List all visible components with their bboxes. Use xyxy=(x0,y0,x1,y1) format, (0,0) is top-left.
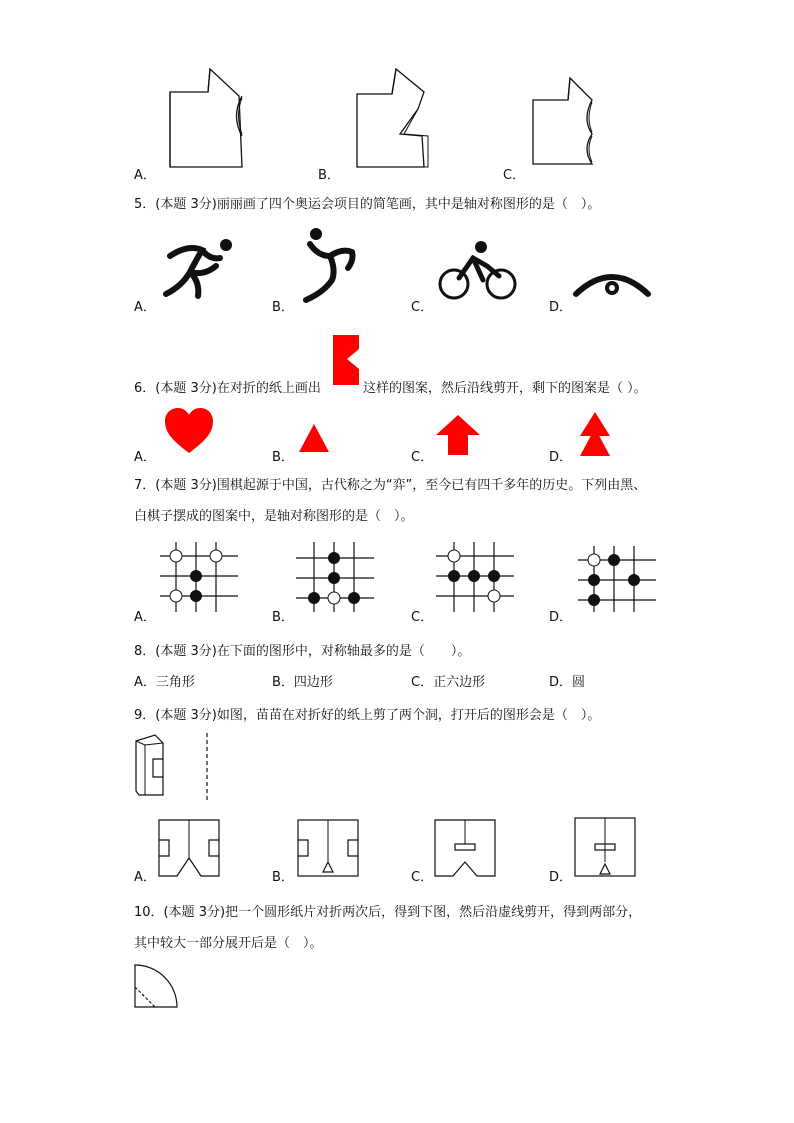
q8-option-d[interactable]: D．圆 xyxy=(549,675,586,690)
go-board-c xyxy=(436,542,514,612)
question-9-text: 9．(本题 3分)如图，苗苗在对折好的纸上剪了两个洞，打开后的图形会是（ ）。 xyxy=(134,708,601,723)
q4-option-b[interactable]: B． xyxy=(318,168,340,183)
q9-figure-c xyxy=(433,818,497,878)
heart-icon xyxy=(163,407,215,455)
q9-option-b[interactable]: B． xyxy=(272,870,294,885)
q8-option-b[interactable]: B．四边形 xyxy=(272,675,333,690)
folded-paper-figure xyxy=(133,733,169,799)
q4-option-c[interactable]: C． xyxy=(503,168,526,183)
q4-figure-a xyxy=(165,64,255,169)
quarter-circle-figure xyxy=(133,963,179,1009)
double-triangle-icon xyxy=(578,410,612,458)
q5-option-a[interactable]: A． xyxy=(134,300,156,315)
q6-option-a[interactable]: A． xyxy=(134,450,156,465)
q9-option-c[interactable]: C． xyxy=(411,870,434,885)
question-10-line-2: 其中较大一部分展开后是（ ）。 xyxy=(134,936,323,951)
q8-option-c[interactable]: C．正六边形 xyxy=(411,675,486,690)
q4-option-a[interactable]: A． xyxy=(134,168,156,183)
q5-option-c[interactable]: C． xyxy=(411,300,434,315)
q8-option-a[interactable]: A．三角形 xyxy=(134,675,195,690)
q9-figure-b xyxy=(296,818,360,878)
q7-option-c[interactable]: C． xyxy=(411,610,434,625)
q9-option-a[interactable]: A． xyxy=(134,870,156,885)
q7-option-d[interactable]: D． xyxy=(549,610,573,625)
question-6-text-before: 6．(本题 3分)在对折的纸上画出 xyxy=(134,381,321,396)
q7-option-b[interactable]: B． xyxy=(272,610,294,625)
q9-figure-a xyxy=(157,818,221,878)
q7-option-a[interactable]: A． xyxy=(134,610,156,625)
red-cut-pattern-icon xyxy=(331,333,361,387)
q6-option-b[interactable]: B． xyxy=(272,450,294,465)
q5-option-d[interactable]: D． xyxy=(549,300,573,315)
go-board-b xyxy=(296,542,374,612)
go-board-d xyxy=(578,542,656,612)
q6-option-d[interactable]: D． xyxy=(549,450,573,465)
gymnast-icon xyxy=(296,226,366,306)
q4-figure-c xyxy=(530,74,610,169)
diver-icon xyxy=(574,266,650,302)
question-7-line-2: 白棋子摆成的图案中，是轴对称图形的是（ ）。 xyxy=(134,509,414,524)
q9-figure-d xyxy=(573,816,637,878)
question-7-line-1: 7．(本题 3分)围棋起源于中国，古代称之为“弈”，至今已有四千多年的历史。下列由黑、 xyxy=(134,478,647,493)
runner-icon xyxy=(160,236,240,301)
arrow-up-icon xyxy=(434,413,482,457)
question-10-line-1: 10．(本题 3分)把一个圆形纸片对折两次后，得到下图，然后沿虚线剪开，得到两部分， xyxy=(134,905,642,920)
q9-option-d[interactable]: D． xyxy=(549,870,573,885)
triangle-icon xyxy=(297,422,331,454)
cyclist-icon xyxy=(437,240,519,302)
question-6-text-after: 这样的图案，然后沿线剪开，剩下的图案是（ ）。 xyxy=(363,381,647,396)
q5-option-b[interactable]: B． xyxy=(272,300,294,315)
question-8-text: 8．(本题 3分)在下面的图形中，对称轴最多的是（ ）。 xyxy=(134,644,471,659)
q6-option-c[interactable]: C． xyxy=(411,450,434,465)
go-board-a xyxy=(160,542,238,612)
question-5-text: 5．(本题 3分)丽丽画了四个奥运会项目的简笔画，其中是轴对称图形的是（ ）。 xyxy=(134,197,601,212)
fold-line-dashed xyxy=(205,733,209,803)
q4-figure-b xyxy=(352,64,442,169)
